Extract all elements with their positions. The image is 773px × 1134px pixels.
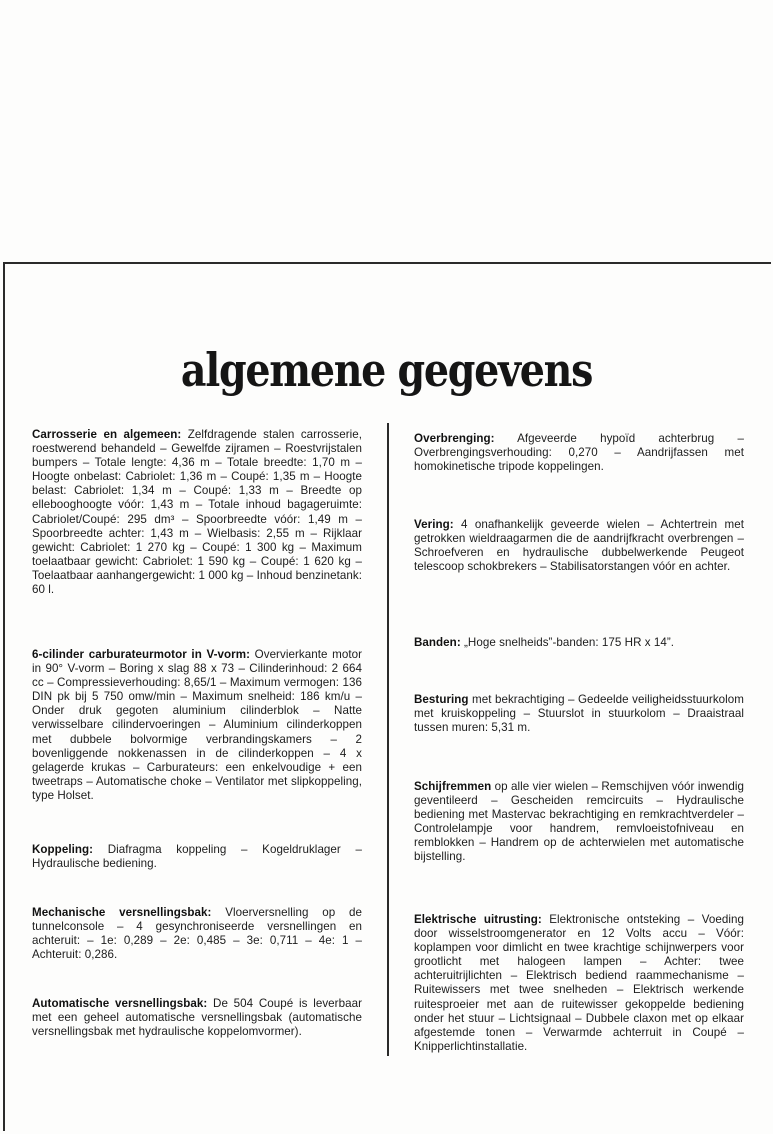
- section-heading: Besturing: [414, 693, 469, 706]
- section-heading: Carrosserie en algemeen:: [32, 428, 182, 441]
- section-heading: 6-cilinder carburateurmotor in V-vorm:: [32, 648, 250, 661]
- section-heading: Schijfremmen: [414, 780, 492, 793]
- section-overbrenging: [414, 432, 744, 474]
- section-besturing: [414, 693, 744, 735]
- section-text: „Hoge snelheids”-banden: 175 HR x 14”.: [460, 636, 675, 649]
- section-text: Vloerversnelling op de tunnelconsole – 4 gesynchroniseerde versnellingen en achteruit: – 1e: 0,289 – 2e: 0,485 – 3e: 0,711 – 4e: 1 – Achteruit: 0,286.: [32, 906, 363, 962]
- section-elektrische-uitrusting: [414, 913, 744, 1054]
- section-heading: Elektrische uitrusting:: [414, 913, 542, 926]
- section-heading: Mechanische versnellingsbak:: [32, 906, 212, 919]
- section-text: op alle vier wielen – Remschijven vóór inwendig geventileerd – Gescheiden remcircuits – Hydraulische bediening met Mastervac bekrachtiging en remkrachtverdeler – Controlelampje voor handrem, remvloeistofniveau en remblokken – Handrem op de achterwielen met automatische bijstelling.: [414, 780, 744, 864]
- section-text: Zelfdragende stalen carrosserie, roestwerend behandeld – Gewelfde zijramen – Roestvrijstalen bumpers – Totale lengte: 4,36 m – Totale breedte: 1,70 m – Hoogte onbelast: Cabriolet: 1,36 m – Coupé: 1,35 m – Hoogte belast: Cabriolet: 1,34 m – Coupé: 1,33 m – Breedte op ellebooghoogte vóór: 1,43 m – Totale inhoud bagageruimte: Cabriolet/Coupé: 295 dm³ – Spoorbreedte vóór: 1,49 m – Spoorbreedte achter: 1,43 m – Wielbasis: 2,55 m – Rijklaar gewicht: Cabriolet: 1 270 kg – Coupé: 1 300 kg – Maximum toelaatbaar gewicht: Cabriolet: 1 590 kg – Coupé: 1 620 kg – Toelaatbaar aanhangergewicht: 1 000 kg – Inhoud benzinetank: 60 l.: [32, 428, 362, 597]
- section-heading: Vering:: [414, 518, 454, 531]
- page-title: algemene gegevens: [180, 342, 593, 397]
- section-schijfremmen: [414, 780, 744, 865]
- section-carrosserie: [32, 428, 362, 597]
- section-text: Afgeveerde hypoïd achterbrug – Overbrengingsverhouding: 0,270 – Aandrijfassen met homokinetische tripode koppelingen.: [414, 432, 744, 474]
- section-koppeling: [32, 843, 362, 871]
- column-divider: [387, 423, 389, 1056]
- section-vering: [414, 518, 744, 574]
- section-mechanische-versnellingsbak: [32, 906, 362, 962]
- section-heading: Automatische versnellingsbak:: [32, 997, 208, 1010]
- section-text: Diafragma koppeling – Kogeldruklager – Hydraulische bediening.: [32, 843, 362, 871]
- section-motor: [32, 648, 362, 803]
- section-banden: [414, 636, 744, 650]
- section-text: Elektronische ontsteking – Voeding door wisselstroomgenerator en 12 Volts accu – Vóór: koplampen voor dimlicht en twee krachtige schijnwerpers voor grootlicht met halogeen lampen – Achter: twee achteruitrijlichten – Elektrisch bediend raammechanisme – Ruitewissers met twee snelheden – Elektrisch werkende ruitesproeier met aan de ruitewisser gekoppelde bediening onder het stuur – Lichtsignaal – Dubbele claxon met op elkaar afgestemde tonen – Verwarmde achterruit in Coupé – Knipperlichtinstallatie.: [414, 913, 744, 1053]
- section-text: Overvierkante motor in 90° V-vorm – Boring x slag 88 x 73 – Cilinderinhoud: 2 664 cc – Compressieverhouding: 8,65/1 – Maximum vermogen: 136 DIN pk bij 5 750 omw/min – Maximum snelheid: 186 km/u – Onder druk gegoten aluminium cilinderblok – Natte verwisselbare cilindervoeringen – Aluminium cilinderkoppen met dubbele bolvormige verbrandingskamers – 2 bovenliggende nokkenassen in de cilinderkoppen – 4 x gelagerde krukas – Carburateurs: een enkelvoudige + een tweetraps – Automatische choke – Ventilator met slipkoppeling, type Holset.: [32, 648, 363, 802]
- section-heading: Banden:: [414, 636, 461, 649]
- section-automatische-versnellingsbak: [32, 997, 362, 1039]
- section-heading: Overbrenging:: [414, 432, 495, 445]
- section-heading: Koppeling:: [32, 843, 94, 856]
- section-text: De 504 Coupé is leverbaar met een geheel automatische versnellingsbak (automatische versnellingsbak met hydraulische koppelomvormer).: [32, 997, 362, 1039]
- section-text: 4 onafhankelijk geveerde wielen – Achtertrein met getrokken wieldraagarmen die de aandrijfkracht overbrengen – Schroefveren en hydraulische dubbelwerkende Peugeot telescoop schokbrekers – Stabilisatorstangen vóór en achter.: [414, 518, 744, 574]
- section-text: met bekrachtiging – Gedeelde veiligheidsstuurkolom met kruiskoppeling – Stuurslot in stuurkolom – Draaistraal tussen muren: 5,31 m.: [414, 693, 744, 735]
